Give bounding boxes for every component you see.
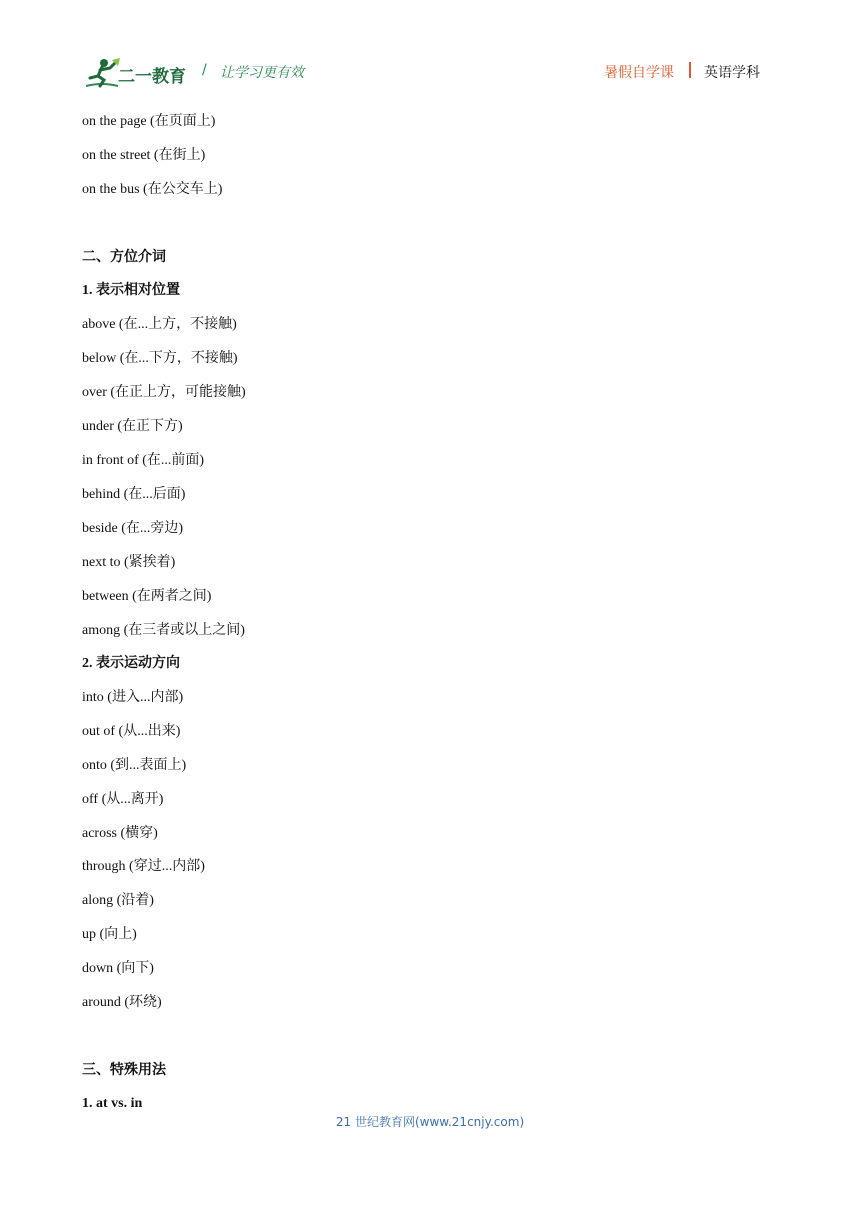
text-line: off (从...离开) — [82, 792, 164, 807]
text-line: over (在正上方，可能接触) — [82, 385, 246, 400]
subject-label: 英语学科 — [704, 65, 760, 81]
subsection-heading: 1. 表示相对位置 — [82, 283, 180, 298]
header-slogan: 让学习更有效 — [220, 65, 304, 81]
text-line: along (沿着) — [82, 893, 154, 908]
text-line: below (在...下方，不接触) — [82, 351, 238, 366]
text-line: behind (在...后面) — [82, 487, 186, 502]
text-line: out of (从...出来) — [82, 724, 181, 739]
text-line: above (在...上方，不接触) — [82, 317, 237, 332]
header-slash: / — [202, 62, 207, 78]
text-line: down (向下) — [82, 961, 154, 976]
text-line: on the street (在街上) — [82, 148, 206, 163]
course-label: 暑假自学课 — [604, 65, 674, 81]
text-line: next to (紧挨着) — [82, 555, 176, 570]
logo-text: 二一教育 — [118, 67, 186, 87]
text-line: up (向上) — [82, 927, 137, 942]
page-header — [0, 0, 860, 100]
text-line: among (在三者或以上之间) — [82, 623, 245, 638]
subsection-heading: 1. at vs. in — [82, 1096, 143, 1111]
header-divider — [689, 62, 691, 78]
page-footer: 21 世纪教育网(www.21cnjy.com) — [335, 1115, 525, 1129]
subsection-heading: 2. 表示运动方向 — [82, 656, 180, 671]
text-line: beside (在...旁边) — [82, 521, 184, 536]
section-heading: 三、特殊用法 — [82, 1062, 166, 1078]
text-line: around (环绕) — [82, 995, 162, 1010]
text-line: under (在正下方) — [82, 419, 183, 434]
text-line: through (穿过...内部) — [82, 859, 205, 874]
text-line: across (横穿) — [82, 826, 158, 841]
text-line: on the page (在页面上) — [82, 114, 216, 129]
text-line: in front of (在...前面) — [82, 453, 205, 468]
text-line: on the bus (在公交车上) — [82, 182, 223, 197]
section-heading: 二、方位介词 — [82, 249, 166, 265]
text-line: into (进入...内部) — [82, 690, 184, 705]
text-line: between (在两者之间) — [82, 589, 212, 604]
text-line: onto (到...表面上) — [82, 758, 187, 773]
